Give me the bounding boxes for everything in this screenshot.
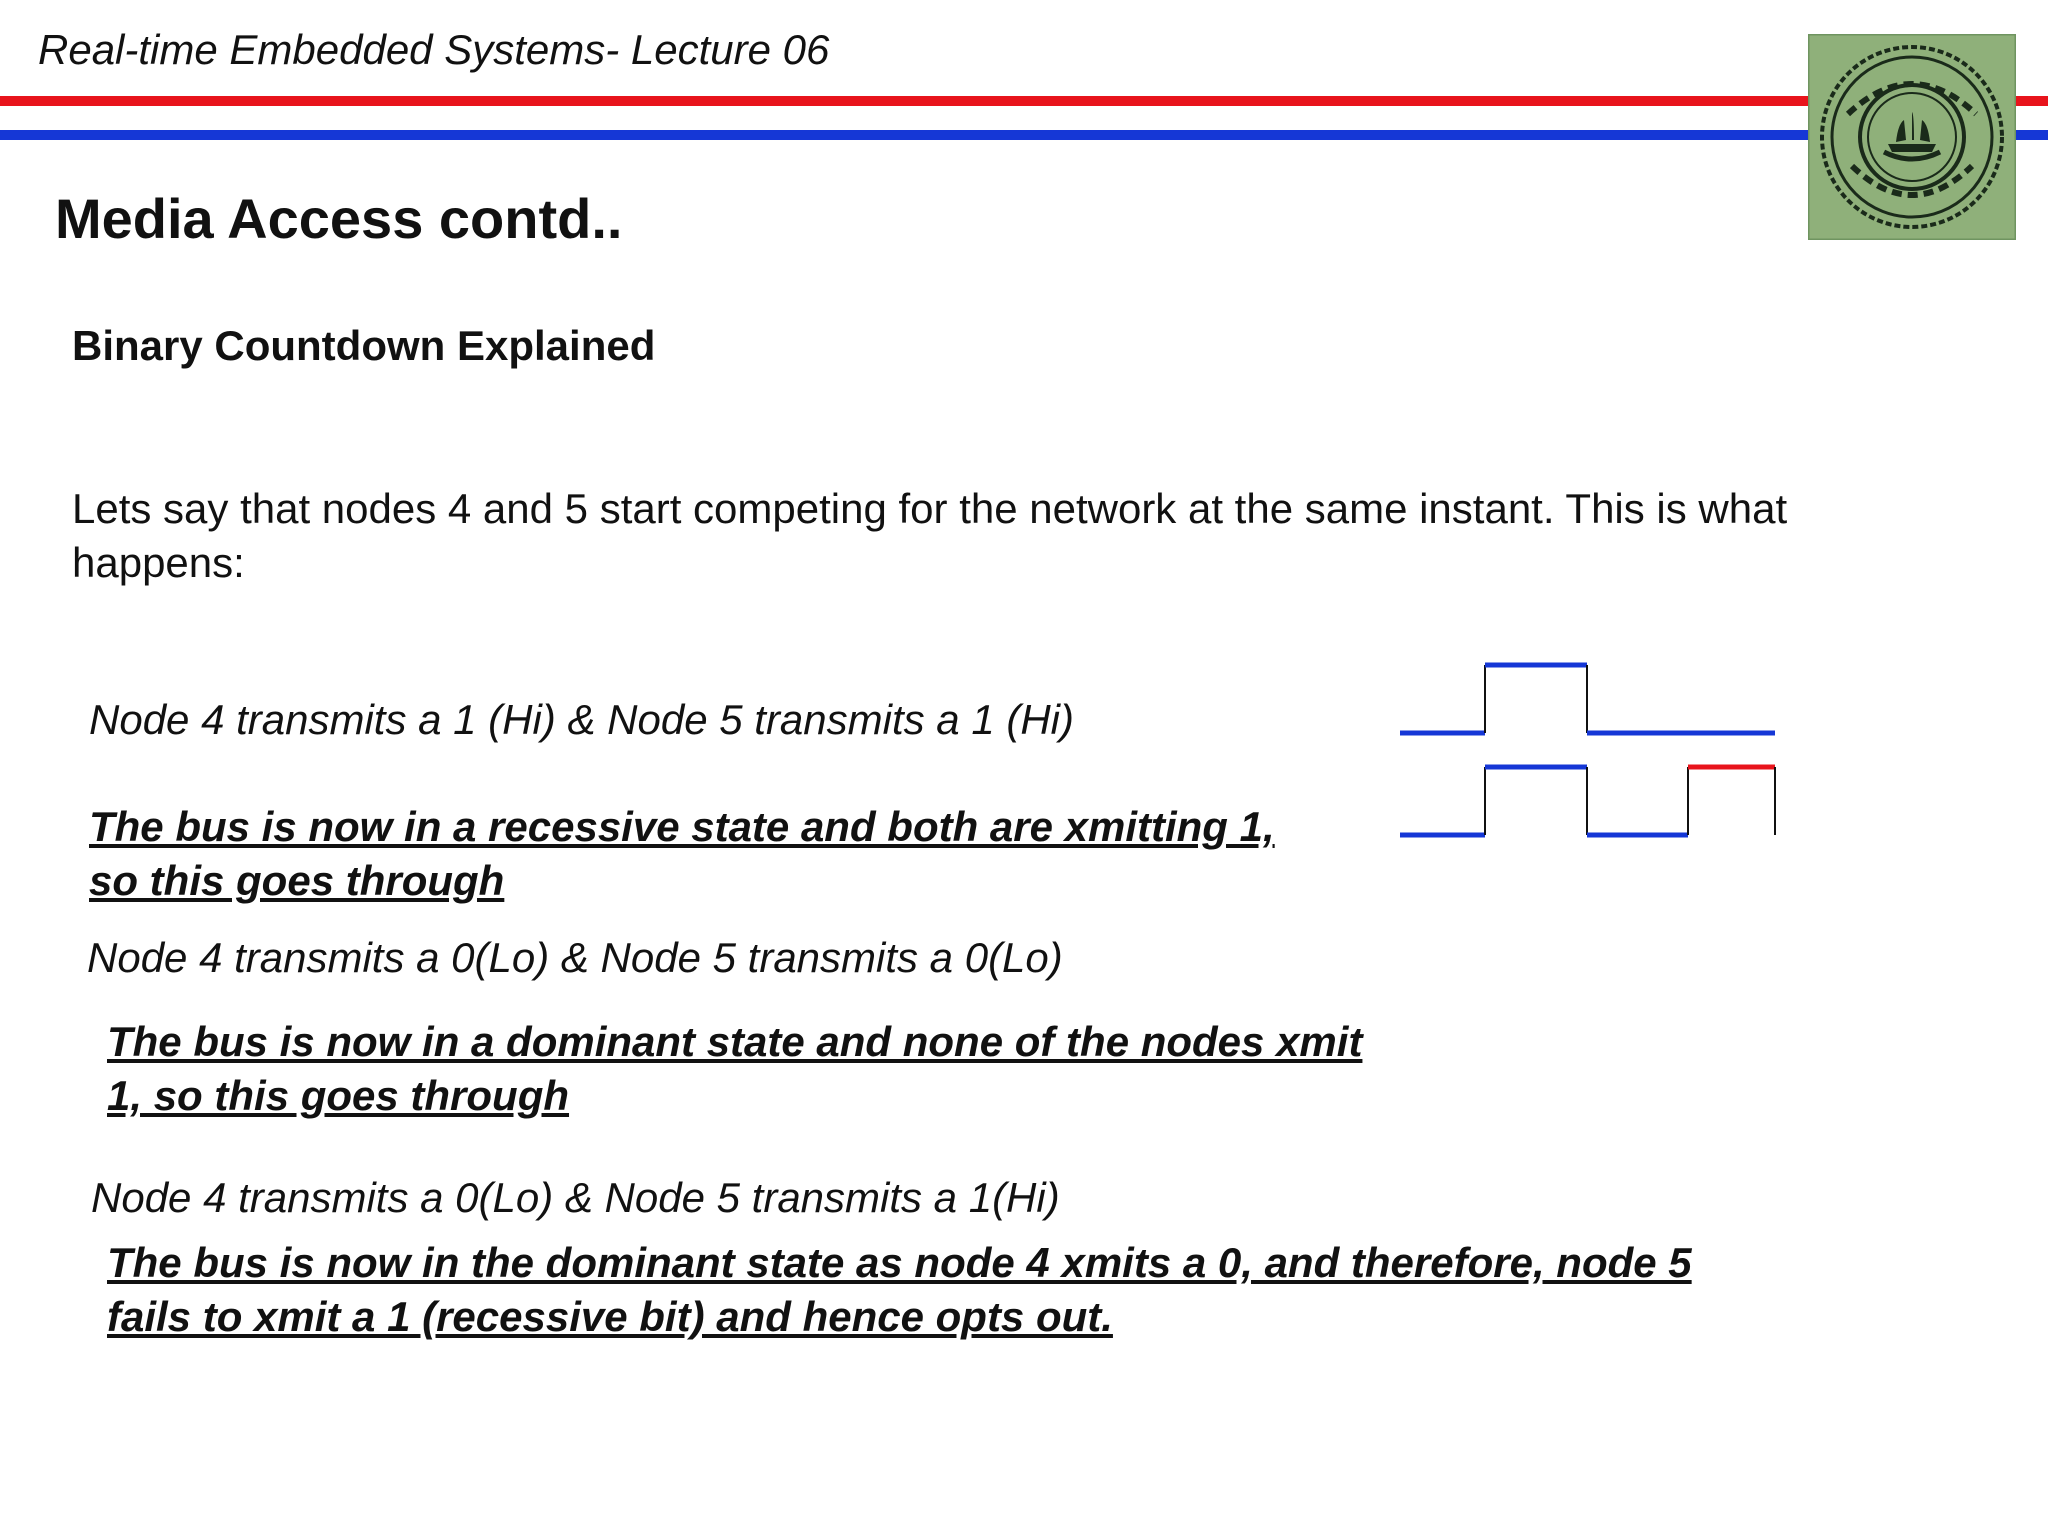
- step-1-note-line-2: so this goes through: [89, 857, 505, 904]
- header-rule-red: [0, 96, 2048, 106]
- waveform-top-signal: [1400, 665, 1775, 733]
- step-1-note-line-1: The bus is now in a recessive state and both are xmitting 1,: [89, 803, 1275, 850]
- waveform-bottom-signal: [1400, 767, 1775, 835]
- slide-title: Media Access contd..: [55, 187, 623, 250]
- step-1-note: [89, 800, 1275, 908]
- step-3-note-line-2: fails to xmit a 1 (recessive bit) and hence opts out.: [107, 1293, 1113, 1340]
- step-2-statement: Node 4 transmits a 0(Lo) & Node 5 transmits a 0(Lo): [87, 934, 1063, 981]
- step-1-statement: Node 4 transmits a 1 (Hi) & Node 5 transmits a 1 (Hi): [89, 696, 1074, 743]
- lecture-header-title: Real-time Embedded Systems- Lecture 06: [38, 26, 830, 73]
- header-rule-blue: [0, 130, 2048, 140]
- step-2-note-line-2: 1, so this goes through: [107, 1072, 570, 1119]
- step-2-note: [107, 1015, 1362, 1123]
- step-3-note-line-1: The bus is now in the dominant state as node 4 xmits a 0, and therefore, node 5: [107, 1239, 1692, 1286]
- bus-waveform-diagram: [1390, 650, 1790, 850]
- step-2-note-line-1: The bus is now in a dominant state and none of the nodes xmit: [107, 1018, 1363, 1065]
- university-seal-icon: [1808, 34, 2016, 240]
- step-3-note: [107, 1236, 1692, 1344]
- intro-paragraph: Lets say that nodes 4 and 5 start competing for the network at the same instant. This is what happens:: [72, 485, 1788, 586]
- section-subheading: Binary Countdown Explained: [72, 322, 656, 369]
- step-3-statement: Node 4 transmits a 0(Lo) & Node 5 transmits a 1(Hi): [91, 1174, 1060, 1221]
